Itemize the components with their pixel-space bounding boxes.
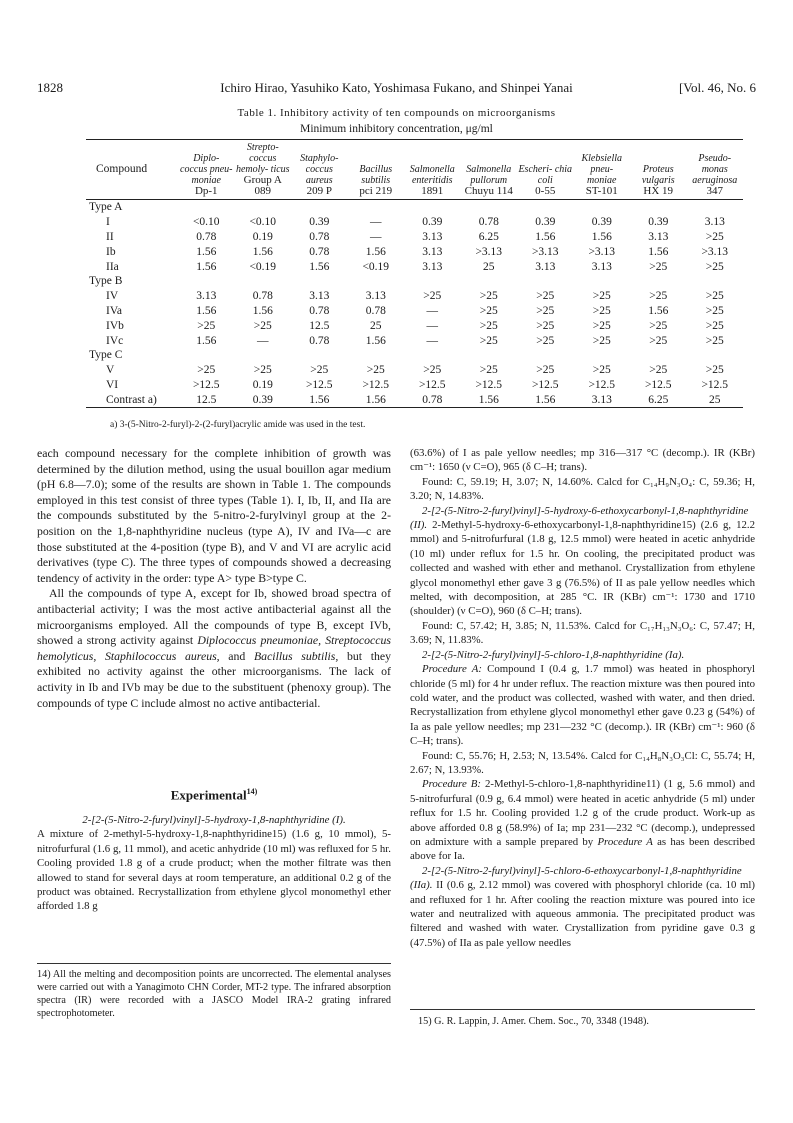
mic-value: [630, 274, 687, 289]
mic-value: 0.39: [422, 216, 443, 229]
compound-title: 2-[2-(5-Nitro-2-furyl)vinyl]-5-hydroxy-6-ethoxycarbonyl-1,8-naphthyridine (II).: [410, 504, 749, 532]
table-caption: Table 1. Inhibitory activity of ten compounds on microorganisms: [237, 107, 556, 119]
mic-value: [461, 274, 518, 289]
mic-value: [178, 200, 235, 215]
mic-value: >12.5: [418, 378, 446, 391]
organism-name: Salmonella pullorum: [466, 164, 512, 186]
footnote-15: 15) G. R. Lappin, J. Amer. Chem. Soc., 70, 3348 (1948).: [418, 1016, 649, 1027]
mic-value: >25: [592, 334, 611, 347]
mic-value: >25: [649, 260, 668, 273]
text-run: Compound I (0.4 g, 1.7 mmol) was heated in phosphoryl chloride (5 ml) for 4 hr under reflux. The reaction mixture was then poured into cold water, and the product was collected, washed with water, and then dried. Recrystallization from ethylene glycol monomethyl ether gave 0.23 g (54%) of Ia as pale yellow needles; mp 231—232 °C (decomp.). IR (KBr) cm⁻¹: 960 (δ C–H; trans).: [410, 663, 755, 748]
type-group-label: Type C: [89, 349, 123, 362]
mic-value: >12.5: [305, 378, 333, 391]
mic-value: 0.78: [365, 304, 386, 317]
mic-value: [291, 348, 348, 363]
mic-value: 3.13: [422, 260, 443, 273]
mic-value: >25: [705, 230, 724, 243]
mic-value: 12.5: [196, 393, 217, 406]
mic-value: >25: [649, 290, 668, 303]
paragraph: [410, 662, 755, 748]
footnote-14: 14) All the melting and decomposition points are uncorrected. The elemental analyses were carried out with a Yanagimoto CHN Corder, MT-2 type. The infrared absorption spectra (IR) were recorded with a JASCO Model IRA-2 grating infrared spectrophotometer.: [37, 969, 391, 1019]
mic-value: >25: [649, 319, 668, 332]
mic-value: 6.25: [648, 393, 669, 406]
mic-value: >25: [592, 364, 611, 377]
mic-value: —: [257, 334, 269, 347]
mic-value: >25: [705, 260, 724, 273]
mic-value: 0.19: [252, 230, 273, 243]
table-header-row: [86, 140, 743, 200]
mic-value: >25: [649, 364, 668, 377]
compound-label: IVc: [106, 334, 124, 347]
table-row: [86, 378, 743, 393]
text-run: as has been described above for Ia.: [410, 835, 756, 863]
mic-value: >12.5: [644, 378, 672, 391]
mic-value: [404, 348, 461, 363]
mic-value: [517, 200, 574, 215]
mic-value: >25: [592, 290, 611, 303]
mic-value: >25: [536, 364, 555, 377]
paragraph: (63.6%) of I as pale yellow needles; mp 316—317 °C (decomp.). IR (KBr) cm⁻¹: 1650 (ν C=O), 965 (δ C–H; trans).: [410, 447, 755, 474]
procedure-label: Procedure A:: [422, 663, 482, 676]
table-row: [86, 392, 743, 407]
mic-value: [235, 200, 292, 215]
mic-value: —: [370, 216, 382, 229]
mic-value: 25: [709, 393, 721, 406]
mic-value: >25: [310, 364, 329, 377]
organism-header: [291, 140, 348, 200]
text-run: II (0.6 g, 2.12 mmol) was covered with phosphoryl chloride (ca. 10 ml) and refluxed for 1 hr. After cooling the reaction mixture was poured into ice water and neutralized with aqueous ammonia. The precipitated product was filtered and washed with water. Crystallization from pyridine gave 0.3 g (47.5%) of IIa as pale yellow needles: [410, 879, 755, 949]
mic-value: <0.19: [362, 260, 390, 273]
mic-value: [517, 274, 574, 289]
mic-value: >25: [705, 304, 724, 317]
section-heading: [37, 787, 391, 803]
paragraph: [37, 586, 391, 711]
compound-label: Ib: [106, 245, 116, 258]
mic-value: 3.13: [196, 290, 217, 303]
mic-value: 3.13: [591, 260, 612, 273]
mic-value: [517, 348, 574, 363]
procedure-ref: Procedure A: [597, 835, 653, 848]
table-row: [86, 318, 743, 333]
table-row: [86, 304, 743, 319]
procedure-label: Procedure B:: [422, 778, 481, 791]
mic-value: >12.5: [192, 378, 220, 391]
mic-value: 0.39: [591, 216, 612, 229]
compound-label: IVb: [106, 319, 124, 332]
organism-name: Klebsiella pneu- moniae: [581, 153, 623, 186]
mic-value: >3.13: [701, 245, 729, 258]
organism-name: Salmonella enteritidis: [409, 164, 455, 186]
strain-label: Chuyu 114: [464, 185, 513, 197]
strain-label: pci 219: [359, 185, 393, 197]
right-column: [410, 446, 755, 950]
text-run: and: [219, 648, 254, 663]
mic-value: >12.5: [531, 378, 559, 391]
mic-value: [687, 348, 744, 363]
table-row: [86, 348, 743, 363]
compound-title: 2-[2-(5-Nitro-2-furyl)vinyl]-5-hydroxy-1,8-naphthyridine (I).: [82, 814, 346, 826]
mic-value: 1.56: [196, 334, 217, 347]
footnote-rule: [410, 1009, 755, 1010]
organism-header: [461, 140, 518, 200]
mic-value: —: [426, 304, 438, 317]
mic-value: 0.39: [648, 216, 669, 229]
mic-value: 0.39: [535, 216, 556, 229]
mic-value: 1.56: [591, 230, 612, 243]
text-run: but they exhibited no activity against the other microorganisms. The lack of activity in Ib and IVb may be due to the substituent (phenoxy group). The compounds of type C include almost no active antibacterial.: [37, 648, 391, 710]
mic-value: >3.13: [531, 245, 559, 258]
table-row: [86, 333, 743, 348]
strain-label: HX 19: [643, 185, 674, 197]
mic-value: >25: [479, 364, 498, 377]
mic-value: >25: [366, 364, 385, 377]
mic-value: >25: [592, 319, 611, 332]
mic-value: >25: [423, 290, 442, 303]
mic-value: >12.5: [588, 378, 616, 391]
section-ref: 14): [246, 787, 258, 796]
mic-value: >12.5: [362, 378, 390, 391]
mic-value: 25: [483, 260, 495, 273]
table-row: [86, 259, 743, 274]
mic-value: >25: [423, 364, 442, 377]
left-column: [37, 446, 391, 711]
table-row: [86, 274, 743, 289]
organism-header: [574, 140, 631, 200]
compound-label: IV: [106, 290, 119, 303]
organism-name: Diplo- coccus pneu- moniae: [180, 153, 233, 186]
paragraph: [410, 777, 755, 863]
mic-value: <0.10: [249, 216, 277, 229]
table-row: [86, 200, 743, 215]
mic-value: <0.19: [249, 260, 277, 273]
mic-value: 0.78: [422, 393, 443, 406]
mic-value: 1.56: [365, 245, 386, 258]
paragraph: Found: C, 59.19; H, 3.07; N, 14.60%. Calcd for C₁₄H₉N₃O₄: C, 59.36; H, 3.20; N, 14.83%.: [410, 475, 755, 503]
compound-header: Compound: [96, 163, 148, 175]
mic-value: 1.56: [365, 334, 386, 347]
page-number: 1828: [37, 80, 63, 95]
mic-value: >25: [705, 334, 724, 347]
mic-value: 3.13: [535, 260, 556, 273]
mic-value: 6.25: [478, 230, 499, 243]
mic-value: 1.56: [252, 304, 273, 317]
page-header: [37, 80, 756, 96]
mic-table: [86, 139, 743, 408]
mic-value: [461, 200, 518, 215]
compound-label: I: [106, 216, 110, 229]
mic-value: >25: [705, 364, 724, 377]
mic-value: >25: [479, 319, 498, 332]
mic-value: >12.5: [475, 378, 503, 391]
mic-value: 0.78: [309, 230, 330, 243]
compound-label: IVa: [106, 304, 122, 317]
mic-value: 0.78: [252, 290, 273, 303]
mic-value: [461, 348, 518, 363]
compound-label: VI: [106, 378, 119, 391]
mic-value: 0.39: [309, 216, 330, 229]
text-run: All the compounds of type A, except for Ib, showed broad spectra of antibacterial activity; I was the most active antibacterial against all the microorganisms employed. All the compounds of type B, except IVb, showed a strong activity against: [37, 586, 391, 648]
table-row: [86, 244, 743, 259]
mic-value: 1.56: [252, 245, 273, 258]
mic-value: 3.13: [422, 245, 443, 258]
mic-value: 1.56: [535, 230, 556, 243]
text-run: 2-Methyl-5-hydroxy-6-ethoxycarbonyl-1,8-naphthyridine15) (2.6 g, 12.2 mmol) and 5-nitrofurfural (1.8 g, 12.5 mmol) were heated in acetic anhydride (10 ml) under reflux for 1.5 hr. On cooling, the precipitated product was collected and washed with ether and methanol. Crystallization from ethylene glycol monomethyl ether gave 3 g (76.5%) of II as pale yellow needles which melted, with decomposition, at 285 °C. IR (KBr) cm⁻¹: 1730 and 1710 (shoulder) (ν C=O), 960 (δ C–H; trans).: [410, 519, 755, 618]
organism-header: [404, 140, 461, 200]
organism-name: Staphylo- coccus aureus: [300, 153, 339, 186]
table-subcaption: Minimum inhibitory concentration, μg/ml: [300, 123, 493, 135]
mic-value: [687, 274, 744, 289]
mic-value: [235, 348, 292, 363]
mic-value: 0.78: [309, 245, 330, 258]
organism-header: [348, 140, 405, 200]
table-row: [86, 230, 743, 245]
mic-value: 1.56: [309, 260, 330, 273]
type-group-label: Type A: [89, 201, 123, 214]
mic-value: >25: [253, 364, 272, 377]
mic-value: 1.56: [478, 393, 499, 406]
mic-value: 3.13: [591, 393, 612, 406]
mic-value: [630, 348, 687, 363]
text-run: 2-Methyl-5-chloro-1,8-naphthyridine11) (1 g, 5.6 mmol) and 5-nitrofurfural (0.9 g, 6.4 mmol) were heated in acetic anhydride (5 ml) under reflux for 1.5 hr. Cooling provided 1.2 g of the crude product. Work-up as above afforded 0.8 g (58.9%) of Ia; mp 231—232 °C (decomp.), undepressed on admixture with a sample prepared by: [410, 778, 755, 848]
mic-value: >25: [536, 290, 555, 303]
table-row: [86, 215, 743, 230]
compound-label: V: [106, 364, 115, 377]
mic-value: 0.39: [252, 393, 273, 406]
mic-value: >3.13: [475, 245, 503, 258]
mic-value: >25: [592, 304, 611, 317]
mic-value: [630, 200, 687, 215]
organism-header: [235, 140, 292, 200]
mic-value: 3.13: [365, 290, 386, 303]
paragraph: Found: C, 55.76; H, 2.53; N, 13.54%. Calcd for C₁₄H₈N₃O₃Cl: C, 55.74; H, 2.67; N, 13.93%.: [410, 749, 755, 776]
mic-value: >12.5: [701, 378, 729, 391]
mic-value: [291, 274, 348, 289]
strain-label: 0-55: [535, 185, 556, 197]
mic-value: 1.56: [309, 393, 330, 406]
mic-value: >25: [479, 334, 498, 347]
experimental-left: [37, 813, 391, 914]
table-footnote: a) 3-(5-Nitro-2-furyl)-2-(2-furyl)acrylic amide was used in the test.: [110, 420, 366, 430]
mic-value: [235, 274, 292, 289]
mic-value: 1.56: [648, 245, 669, 258]
mic-value: 0.78: [478, 216, 499, 229]
strain-label: 209 P: [306, 185, 332, 197]
mic-value: [348, 348, 405, 363]
table-row: [86, 363, 743, 378]
footnote-rule: [37, 963, 391, 964]
paragraph: [410, 864, 755, 950]
mic-value: 0.78: [309, 334, 330, 347]
mic-value: >25: [649, 334, 668, 347]
mic-value: 1.56: [196, 304, 217, 317]
mic-value: [404, 200, 461, 215]
mic-value: [291, 200, 348, 215]
mic-value: [178, 274, 235, 289]
compound-label: Contrast a): [106, 393, 157, 406]
compound-title: 2-[2-(5-Nitro-2-furyl)vinyl]-5-chloro-6-ethoxycarbonyl-1,8-naphthyridine (IIa).: [410, 864, 742, 892]
mic-value: [574, 200, 631, 215]
organism-header: [517, 140, 574, 200]
paragraph: each compound necessary for the complete inhibition of growth was determined by the dilution method, using the usual bouillon agar medium (pH 6.8—7.0); some of the results are shown in Table 1. The compounds employed in this test consist of three types (Table 1). I, Ib, II, and IIa are the compounds substituted by the 5-nitro-2-furylvinyl group at the 2-position on the 1,8-naphthyridine nucleus (type A), IV and IVa—c are those substituted at the 4-position (type B), and V and VI are acrylic acid derivatives (type C). The three types of compounds showed a decreasing tendency of activity in the order: type A> type B>type C.: [37, 446, 391, 585]
mic-value: —: [426, 334, 438, 347]
mic-value: [178, 348, 235, 363]
paragraph: Found: C, 57.42; H, 3.85; N, 11.53%. Calcd for C₁₇H₁₃N₃O₆: C, 57.47; H, 3.69; N, 11.83%.: [410, 619, 755, 647]
mic-value: 3.13: [704, 216, 725, 229]
paragraph: A mixture of 2-methyl-5-hydroxy-1,8-naphthyridine15) (1.6 g, 10 mmol), 5-nitrofurfural (1.6 g, 11 mmol), and acetic anhydride (10 ml) was refluxed for 5 hr. Cooling provided 1.8 g of a crude product; when the mother filtrate was then allowed to stand for several days at room temperature, an additional 0.2 g of the product was obtained. Recrystallization from ethylene glycol monomethyl ether afforded 1.8 g: [37, 828, 391, 913]
mic-value: 12.5: [309, 319, 330, 332]
mic-value: [574, 348, 631, 363]
mic-value: >25: [197, 364, 216, 377]
mic-value: 3.13: [309, 290, 330, 303]
mic-value: —: [370, 230, 382, 243]
running-authors: Ichiro Hirao, Yasuhiko Kato, Yoshimasa Fukano, and Shinpei Yanai: [220, 80, 573, 95]
mic-value: 1.56: [365, 393, 386, 406]
compound-label: II: [106, 230, 114, 243]
mic-value: 0.78: [309, 304, 330, 317]
strain-label: Group A 089: [243, 174, 282, 197]
table-row: [86, 289, 743, 304]
type-group-label: Type B: [89, 275, 123, 288]
mic-value: [404, 274, 461, 289]
mic-value: [687, 200, 744, 215]
mic-value: 1.56: [648, 304, 669, 317]
mic-value: >25: [479, 290, 498, 303]
mic-value: >25: [253, 319, 272, 332]
strain-label: 347: [706, 185, 723, 197]
species-names: Diplococcus pneumoniae, Streptococcus hemolyticus, Staphilococcus aureus,: [37, 633, 391, 663]
organism-name: Proteus vulgaris: [641, 164, 675, 186]
mic-value: 1.56: [196, 245, 217, 258]
mic-value: [348, 274, 405, 289]
organism-header: [178, 140, 235, 200]
organism-name: Strepto- coccus hemoly- ticus: [235, 142, 290, 175]
mic-value: >25: [536, 319, 555, 332]
mic-value: 25: [370, 319, 382, 332]
strain-label: 1891: [421, 185, 444, 197]
mic-value: >25: [536, 334, 555, 347]
organism-name: Pseudo- monas aeruginosa: [692, 153, 738, 186]
compound-label: IIa: [106, 260, 119, 273]
mic-value: >25: [197, 319, 216, 332]
strain-label: Dp-1: [194, 185, 218, 197]
mic-value: [348, 200, 405, 215]
organism-name: Escheri- chia coli: [518, 164, 573, 186]
organism-header: [630, 140, 687, 200]
mic-value: 1.56: [535, 393, 556, 406]
mic-value: [574, 274, 631, 289]
mic-value: 0.19: [252, 378, 273, 391]
compound-title: 2-[2-(5-Nitro-2-furyl)vinyl]-5-chloro-1,8-naphthyridine (Ia).: [422, 648, 685, 661]
species-name: Bacillus subtilis,: [253, 648, 339, 663]
volume-info: [Vol. 46, No. 6: [678, 80, 756, 95]
mic-value: 0.78: [196, 230, 217, 243]
mic-value: >25: [705, 319, 724, 332]
mic-value: <0.10: [192, 216, 220, 229]
mic-value: >25: [705, 290, 724, 303]
mic-value: 1.56: [196, 260, 217, 273]
mic-value: >25: [479, 304, 498, 317]
paragraph: [410, 504, 755, 619]
mic-value: 3.13: [422, 230, 443, 243]
mic-value: 3.13: [648, 230, 669, 243]
strain-label: ST-101: [585, 185, 618, 197]
organism-name: Bacillus subtilis: [359, 164, 393, 186]
mic-value: —: [426, 319, 438, 332]
organism-header: [687, 140, 744, 200]
section-title: Experimental: [170, 787, 247, 803]
mic-value: >25: [536, 304, 555, 317]
mic-value: >3.13: [588, 245, 616, 258]
